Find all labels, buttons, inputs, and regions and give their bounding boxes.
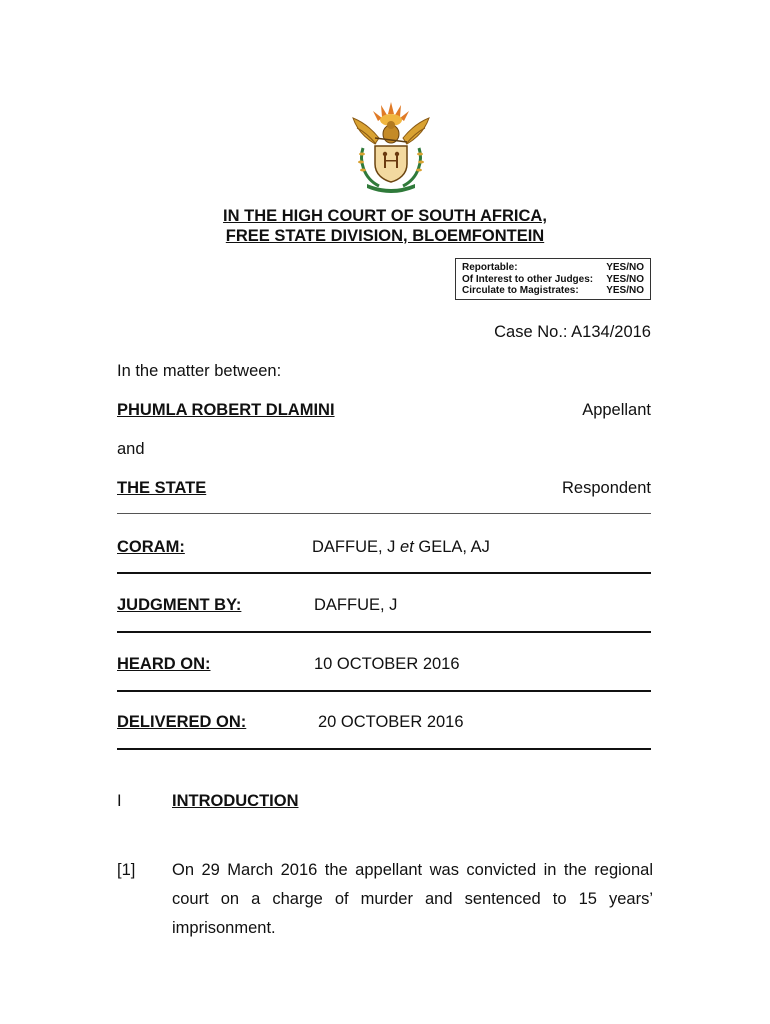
- and-word: and: [117, 440, 145, 458]
- matter-between: In the matter between:: [117, 362, 282, 380]
- heard-on-label: HEARD ON:: [117, 655, 211, 673]
- circulate-label: Circulate to Magistrates:: [462, 285, 579, 296]
- divider-line: [117, 572, 651, 574]
- section-title: INTRODUCTION: [172, 792, 299, 810]
- reportable-value: YES/NO: [606, 262, 644, 273]
- delivered-on-label: DELIVERED ON:: [117, 713, 247, 731]
- reportable-box: [455, 258, 651, 300]
- coram-judge-2: GELA, AJ: [413, 538, 490, 556]
- reportable-row: [462, 262, 644, 274]
- court-title-line-2: FREE STATE DIVISION, BLOEMFONTEIN: [225, 227, 545, 245]
- divider-line: [117, 748, 651, 750]
- case-number: Case No.: A134/2016: [494, 323, 651, 341]
- coram-value: [312, 537, 490, 557]
- divider-line: [117, 690, 651, 692]
- divider-line: [117, 631, 651, 633]
- court-title-line-1: IN THE HIGH COURT OF SOUTH AFRICA,: [223, 207, 547, 225]
- reportable-label: Reportable:: [462, 262, 518, 273]
- delivered-on-value: 20 OCTOBER 2016: [318, 713, 464, 731]
- interest-row: [462, 274, 644, 286]
- respondent-role: Respondent: [562, 479, 651, 497]
- circulate-row: [462, 285, 644, 297]
- circulate-value: YES/NO: [606, 285, 644, 296]
- judgment-by-value: DAFFUE, J: [314, 596, 398, 614]
- respondent-name: THE STATE: [117, 479, 207, 497]
- judgment-by-label: JUDGMENT BY:: [117, 596, 242, 614]
- paragraph-number: [1]: [117, 861, 136, 879]
- appellant-role: Appellant: [582, 401, 651, 419]
- heard-on-value: 10 OCTOBER 2016: [314, 655, 460, 673]
- appellant-name: PHUMLA ROBERT DLAMINI: [117, 401, 335, 419]
- coat-of-arms-emblem: [345, 98, 437, 196]
- coram-judge-1: DAFFUE, J: [312, 538, 401, 556]
- section-number: I: [117, 792, 122, 810]
- divider-line: [117, 513, 651, 514]
- interest-label: Of Interest to other Judges:: [462, 273, 594, 285]
- coram-et: et: [400, 538, 414, 556]
- paragraph-text: On 29 March 2016 the appellant was convicted in the regional court on a charge of murder and sentenced to 15 years’ imprisonment.: [172, 861, 653, 937]
- interest-value: YES/NO: [606, 273, 644, 285]
- coram-label: CORAM:: [117, 538, 185, 556]
